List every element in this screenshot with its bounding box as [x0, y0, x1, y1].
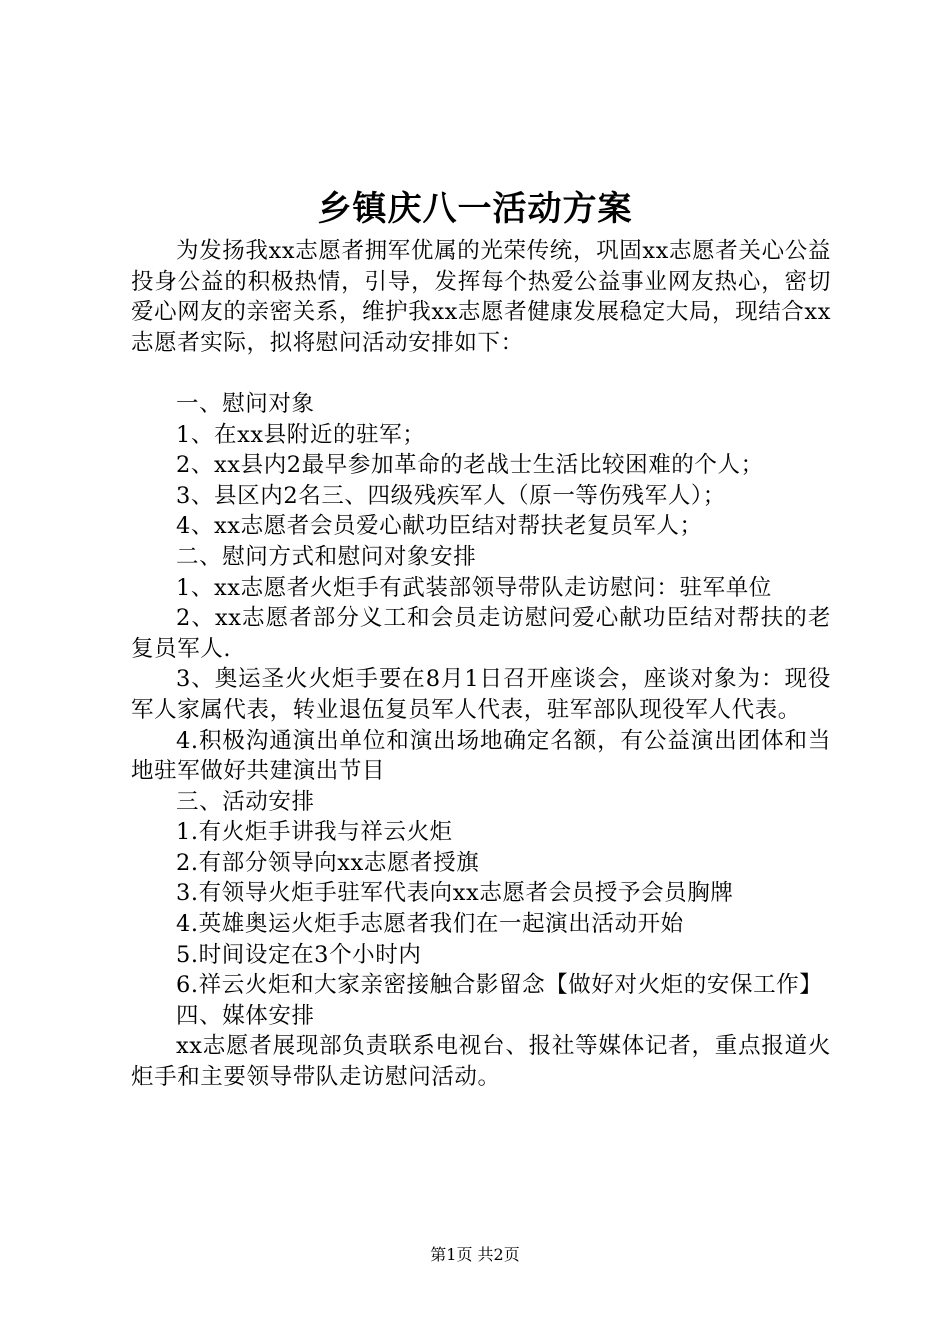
document-body	[131, 236, 831, 1093]
section3-item: 4.英雄奥运火炬手志愿者我们在一起演出活动开始	[176, 911, 684, 938]
section3-item: 1.有火炬手讲我与祥云火炬	[176, 819, 453, 846]
section-heading-2: 二、慰问方式和慰问对象安排	[176, 543, 477, 570]
section2-item: 4.积极沟通演出单位和演出场地确定名额，有公益演出团体和当地驻军做好共建演出节目	[131, 727, 831, 785]
section1-item: 3、县区内2名三、四级残疾军人（原一等伤残军人）；	[176, 482, 726, 509]
section-heading-1: 一、慰问对象	[176, 390, 315, 417]
section1-item: 2、xx县内2最早参加革命的老战士生活比较困难的个人；	[176, 452, 764, 479]
section3-item: 6.祥云火炬和大家亲密接触合影留念【做好对火炬的安保工作】	[176, 972, 823, 999]
section1-item: 4、xx志愿者会员爱心献功臣结对帮扶老复员军人；	[176, 513, 703, 540]
section2-item: 2、xx志愿者部分义工和会员走访慰问爱心献功臣结对帮扶的老复员军人.	[131, 605, 831, 662]
section-heading-3: 三、活动安排	[176, 788, 315, 815]
page-footer: 第1页 共2页	[430, 1245, 520, 1264]
section2-item: 1、xx志愿者火炬手有武装部领导带队走访慰问：驻军单位	[176, 574, 772, 601]
document-title: 乡镇庆八一活动方案	[317, 189, 633, 229]
section1-item: 1、在xx县附近的驻军；	[176, 421, 426, 448]
section3-item: 2.有部分领导向xx志愿者授旗	[176, 849, 480, 876]
section3-item: 3.有领导火炬手驻军代表向xx志愿者会员授予会员胸牌	[176, 880, 734, 907]
section4-paragraph: xx志愿者展现部负责联系电视台、报社等媒体记者，重点报道火炬手和主要领导带队走访慰问活动。	[131, 1033, 831, 1091]
paragraph-gap	[131, 358, 831, 389]
section-heading-4: 四、媒体安排	[176, 1002, 315, 1029]
section2-item: 3、奥运圣火火炬手要在8月1日召开座谈会，座谈对象为：现役军人家属代表，转业退伍复员军人代表，驻军部队现役军人代表。	[131, 666, 831, 723]
section3-item: 5.时间设定在3个小时内	[176, 941, 422, 968]
intro-paragraph: 为发扬我xx志愿者拥军优属的光荣传统，巩固xx志愿者关心公益投身公益的积极热情，引导，发挥每个热爱公益事业网友热心，密切爱心网友的亲密关系，维护我xx志愿者健康发展稳定大局，现结合xx志愿者实际，拟将慰问活动安排如下：	[131, 238, 831, 356]
